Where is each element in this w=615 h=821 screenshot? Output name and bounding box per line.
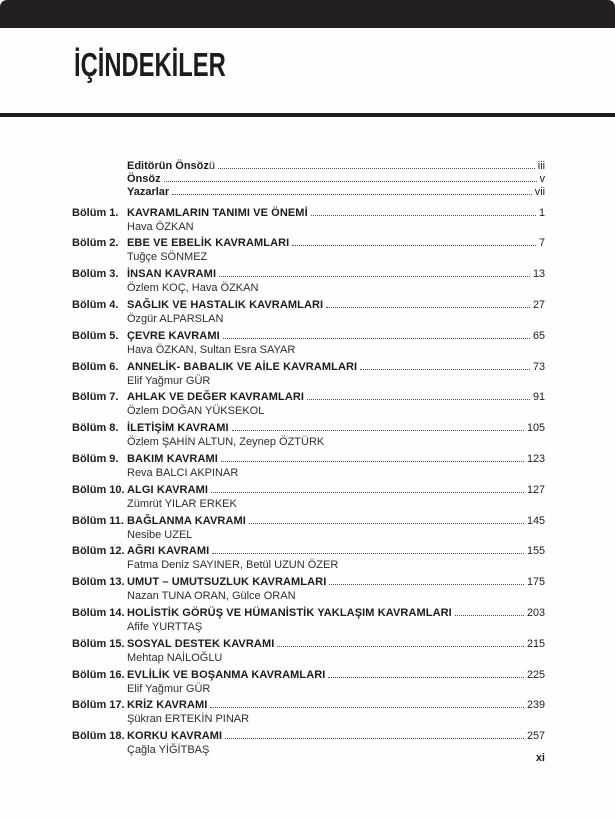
chapter-title: AHLAK VE DEĞER KAVRAMLARI xyxy=(127,391,305,404)
chapter-title: İNSAN KAVRAMI xyxy=(127,268,217,281)
chapter-entry xyxy=(72,452,545,483)
chapter-body xyxy=(127,236,545,267)
chapter-entry xyxy=(72,668,545,699)
chapter-list xyxy=(72,206,545,760)
chapter-label: Bölüm 7. xyxy=(72,391,119,404)
page-number: xi xyxy=(535,752,545,764)
chapter-entry xyxy=(72,514,545,545)
chapter-authors: Elif Yağmur GÜR xyxy=(127,374,211,387)
front-matter-label xyxy=(127,173,161,185)
page-reference: 145 xyxy=(526,514,545,527)
dot-leader xyxy=(210,707,524,708)
page-reference: 7 xyxy=(538,237,545,250)
header-bar xyxy=(0,0,615,28)
page-reference: 123 xyxy=(526,452,545,465)
chapter-body xyxy=(127,575,545,606)
front-matter-label-suffix: ü xyxy=(208,160,216,172)
chapter-title: ANNELİK- BABALIK VE AİLE KAVRAMLARI xyxy=(127,360,358,373)
chapter-entry xyxy=(72,206,545,237)
chapter-label: Bölüm 13. xyxy=(72,576,125,589)
page-title: İÇİNDEKİLER xyxy=(74,46,226,83)
chapter-label: Bölüm 12. xyxy=(72,545,125,558)
chapter-entry xyxy=(72,267,545,298)
chapter-title-line xyxy=(127,606,545,621)
front-matter-label-text: Editörün Önsöz xyxy=(127,160,209,172)
chapter-authors: Afife YURTTAŞ xyxy=(127,620,203,633)
chapter-body xyxy=(127,698,545,729)
chapter-body xyxy=(127,421,545,452)
chapter-label: Bölüm 11. xyxy=(72,514,124,527)
chapter-title-line xyxy=(127,421,545,436)
chapter-authors: Reva BALCI AKPINAR xyxy=(127,466,239,479)
chapter-label: Bölüm 18. xyxy=(72,730,125,743)
chapter-entry xyxy=(72,698,545,729)
chapter-body xyxy=(127,729,545,760)
dot-leader xyxy=(360,369,530,370)
chapter-authors: Özlem KOÇ, Hava ÖZKAN xyxy=(127,282,259,295)
dot-leader xyxy=(311,215,536,216)
chapter-title-line xyxy=(127,452,545,467)
chapter-title-line xyxy=(127,544,545,559)
front-matter-label-text: Yazarlar xyxy=(127,186,170,199)
chapter-title: AĞRI KAVRAMI xyxy=(127,545,210,558)
front-matter-entry xyxy=(127,160,545,173)
chapter-authors: Özlem ŞAHİN ALTUN, Zeynep ÖZTÜRK xyxy=(127,436,325,449)
page-reference: 155 xyxy=(526,545,545,558)
chapter-authors: Elif Yağmur GÜR xyxy=(127,682,211,695)
front-matter-label xyxy=(127,186,169,198)
chapter-title: SOSYAL DESTEK KAVRAMI xyxy=(127,637,275,650)
chapter-title-line xyxy=(127,206,545,221)
dot-leader xyxy=(329,584,524,585)
dot-leader xyxy=(232,430,524,431)
chapter-entry xyxy=(72,298,545,329)
chapter-authors: Fatma Deniz SAYINER, Betül UZUN ÖZER xyxy=(127,559,339,572)
chapter-title-line xyxy=(127,698,545,713)
dot-leader xyxy=(307,399,530,400)
chapter-body xyxy=(127,637,545,668)
front-matter-label-text: Önsöz xyxy=(127,173,161,186)
dot-leader xyxy=(277,646,524,647)
chapter-authors: Şükran ERTEKİN PINAR xyxy=(127,713,250,726)
chapter-label: Bölüm 9. xyxy=(72,452,119,465)
page-reference: 91 xyxy=(532,391,545,404)
page-reference: 215 xyxy=(526,637,545,650)
dot-leader xyxy=(292,245,536,246)
chapter-title: KAVRAMLARIN TANIMI VE ÖNEMİ xyxy=(127,206,308,219)
chapter-title: EVLİLİK VE BOŞANMA KAVRAMLARI xyxy=(127,668,326,681)
page-reference: 127 xyxy=(526,483,545,496)
page-reference: 175 xyxy=(526,576,545,589)
chapter-title-line xyxy=(127,729,545,744)
front-matter-label xyxy=(127,160,215,172)
chapter-title-line xyxy=(127,236,545,251)
chapter-title: BAKIM KAVRAMI xyxy=(127,452,218,465)
dot-leader xyxy=(223,338,530,339)
chapter-authors: Mehtap NAİLOĞLU xyxy=(127,651,223,664)
chapter-authors: Zümrüt YILAR ERKEK xyxy=(127,497,237,510)
chapter-entry xyxy=(72,390,545,421)
chapter-authors: Hava ÖZKAN xyxy=(127,220,194,233)
chapter-body xyxy=(127,329,545,360)
chapter-label: Bölüm 6. xyxy=(72,360,119,373)
dot-leader xyxy=(172,194,532,195)
chapter-entry xyxy=(72,483,545,514)
chapter-label: Bölüm 16. xyxy=(72,668,125,681)
dot-leader xyxy=(212,553,524,554)
chapter-title: SAĞLIK VE HASTALIK KAVRAMLARI xyxy=(127,298,324,311)
chapter-authors: Tuğçe SÖNMEZ xyxy=(127,251,208,264)
chapter-body xyxy=(127,206,545,237)
page-reference: vii xyxy=(534,186,545,199)
page-reference: v xyxy=(539,173,545,186)
chapter-body xyxy=(127,544,545,575)
chapter-title: BAĞLANMA KAVRAMI xyxy=(127,514,246,527)
chapter-title-line xyxy=(127,637,545,652)
chapter-body xyxy=(127,514,545,545)
dot-leader xyxy=(249,523,524,524)
chapter-body xyxy=(127,360,545,391)
chapter-title-line xyxy=(127,668,545,683)
chapter-label: Bölüm 4. xyxy=(72,298,119,311)
dot-leader xyxy=(455,615,524,616)
chapter-title: KRİZ KAVRAMI xyxy=(127,699,208,712)
page-reference: 257 xyxy=(526,730,545,743)
chapter-title-line xyxy=(127,483,545,498)
dot-leader xyxy=(219,276,530,277)
front-matter-list xyxy=(72,160,545,200)
chapter-body xyxy=(127,267,545,298)
chapter-title-line xyxy=(127,575,545,590)
chapter-label: Bölüm 10. xyxy=(72,483,125,496)
page-reference: 27 xyxy=(532,298,545,311)
page-reference: 65 xyxy=(532,329,545,342)
dot-leader xyxy=(328,677,524,678)
chapter-body xyxy=(127,483,545,514)
chapter-entry xyxy=(72,329,545,360)
chapter-body xyxy=(127,390,545,421)
chapter-authors: Özgür ALPARSLAN xyxy=(127,312,224,325)
chapter-authors: Çağla YİĞİTBAŞ xyxy=(127,744,210,757)
dot-leader xyxy=(218,168,535,169)
chapter-title: İLETİŞİM KAVRAMI xyxy=(127,422,229,435)
page-reference: 13 xyxy=(532,268,545,281)
chapter-body xyxy=(127,606,545,637)
page-reference: 1 xyxy=(538,206,545,219)
chapter-authors: Özlem DOĞAN YÜKSEKOL xyxy=(127,405,265,418)
chapter-title: HOLİSTİK GÖRÜŞ VE HÜMANİSTİK YAKLAŞIM KAVRAMLARI xyxy=(127,606,452,619)
chapter-title: UMUT – UMUTSUZLUK KAVRAMLARI xyxy=(127,576,327,589)
chapter-title-line xyxy=(127,360,545,375)
chapter-entry xyxy=(72,729,545,760)
dot-leader xyxy=(164,181,537,182)
chapter-entry xyxy=(72,544,545,575)
chapter-title-line xyxy=(127,267,545,282)
front-matter-entry xyxy=(127,186,545,199)
title-rule xyxy=(0,113,615,117)
chapter-entry xyxy=(72,606,545,637)
chapter-label: Bölüm 15. xyxy=(72,637,125,650)
page-reference: 73 xyxy=(532,360,545,373)
chapter-entry xyxy=(72,637,545,668)
chapter-entry xyxy=(72,575,545,606)
page-reference: 105 xyxy=(526,422,545,435)
page-reference: 203 xyxy=(526,606,545,619)
chapter-authors: Hava ÖZKAN, Sultan Esra SAYAR xyxy=(127,343,296,356)
chapter-label: Bölüm 3. xyxy=(72,268,119,281)
chapter-body xyxy=(127,668,545,699)
chapter-label: Bölüm 1. xyxy=(72,206,119,219)
chapter-authors: Nesibe UZEL xyxy=(127,528,193,541)
table-of-contents xyxy=(72,160,545,760)
chapter-title: ALGI KAVRAMI xyxy=(127,483,209,496)
chapter-label: Bölüm 8. xyxy=(72,422,119,435)
chapter-title-line xyxy=(127,390,545,405)
chapter-entry xyxy=(72,236,545,267)
chapter-label: Bölüm 17. xyxy=(72,699,125,712)
front-matter-entry xyxy=(127,173,545,186)
chapter-label: Bölüm 5. xyxy=(72,329,119,342)
chapter-label: Bölüm 14. xyxy=(72,606,125,619)
chapter-body xyxy=(127,298,545,329)
dot-leader xyxy=(225,738,524,739)
chapter-title-line xyxy=(127,329,545,344)
chapter-title: EBE VE EBELİK KAVRAMLARI xyxy=(127,237,290,250)
chapter-title-line xyxy=(127,298,545,313)
chapter-title: ÇEVRE KAVRAMI xyxy=(127,329,220,342)
chapter-body xyxy=(127,452,545,483)
page-reference: iii xyxy=(537,160,545,172)
chapter-entry xyxy=(72,421,545,452)
dot-leader xyxy=(326,307,530,308)
chapter-title-line xyxy=(127,514,545,529)
dot-leader xyxy=(221,461,524,462)
chapter-label: Bölüm 2. xyxy=(72,237,119,250)
page-reference: 239 xyxy=(526,699,545,712)
chapter-title: KORKU KAVRAMI xyxy=(127,730,223,743)
chapter-entry xyxy=(72,360,545,391)
page-reference: 225 xyxy=(526,668,545,681)
dot-leader xyxy=(211,492,524,493)
chapter-authors: Nazan TUNA ORAN, Gülce ORAN xyxy=(127,590,296,603)
